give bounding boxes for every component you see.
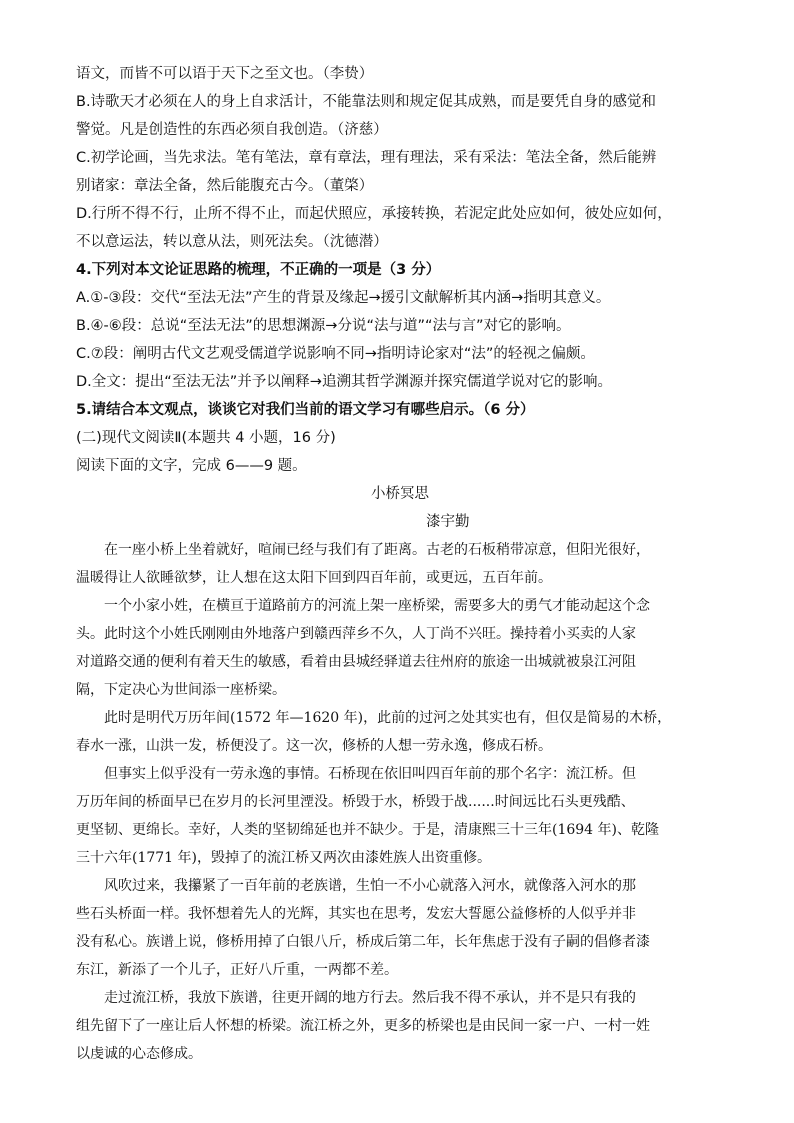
paragraph-line: 些石头桥面一样。我怀想着先人的光辉，其实也在思考，发宏大誓愿公益修桥的人似乎并非 <box>76 906 636 922</box>
paragraph-line: 温暖得让人欲睡欲梦，让人想在这太阳下回到四百年前，或更远，五百年前。 <box>76 570 552 586</box>
text-line: D.行所不得不行，止所不得不止，而起伏照应，承接转换，若泥定此处应如何，彼处应如何， <box>76 206 672 222</box>
paragraph <box>76 536 724 592</box>
text-line: 警觉。凡是创造性的东西必须自我创造。（济慈） <box>76 122 388 138</box>
paragraph-line: 东江，新添了一个儿子，正好八斤重，一两都不差。 <box>76 962 398 978</box>
paragraph-line: 没有私心。族谱上说，修桥用掉了白银八斤，桥成后第二年，长年焦虑于没有子嗣的倡修者漆 <box>76 934 650 950</box>
paragraph-line: 组先留下了一座让后人怀想的桥梁。流江桥之外，更多的桥梁也是由民间一家一户、一村一姓 <box>76 1018 650 1034</box>
paragraph <box>76 704 724 760</box>
paragraph-line: 一个小家小姓，在横亘于道路前方的河流上架一座桥梁，需要多大的勇气才能动起这个念 <box>104 598 650 614</box>
option-a: A.①-③段：交代“至法无法”产生的背景及缘起→援引文献解析其内涵→指明其意义。 <box>76 290 611 306</box>
option-c: C.⑦段：阐明古代文艺观受儒道学说影响不同→指明诗论家对“法”的轻视之偏颇。 <box>76 346 595 362</box>
paragraph-line: 对道路交通的便利有着天生的敏感，看着由县城经驿道去往州府的旅途一出城就被泉江河阻 <box>76 654 636 670</box>
paragraph-line: 以虔诚的心态修成。 <box>76 1046 202 1062</box>
article-title: 小桥冥思 <box>371 486 429 502</box>
question-4: 4.下列对本文论证思路的梳理，不正确的一项是（3 分） <box>76 262 441 278</box>
option-b: B.④-⑥段：总说“至法无法”的思想渊源→分说“法与道”“法与言”对它的影响。 <box>76 318 571 334</box>
section-heading: (二)现代文阅读Ⅱ(本题共 4 小题，16 分) <box>76 430 336 446</box>
paragraph-line: 此时是明代万历年间(1572 年—1620 年)，此前的过河之处其实也有，但仅是简易的木桥， <box>104 710 672 726</box>
paragraph-line: 三十六年(1771 年)，毁掉了的流江桥又两次由漆姓族人出资重修。 <box>76 850 492 866</box>
paragraph <box>76 872 724 984</box>
reading-instruction: 阅读下面的文字，完成 6——9 题。 <box>76 458 307 474</box>
answer-options-continued <box>76 60 724 256</box>
paragraph-line: 在一座小桥上坐着就好，喧闹已经与我们有了距离。古老的石板稍带凉意，但阳光很好， <box>104 542 650 558</box>
article-body <box>76 536 724 1068</box>
paragraph-line: 春水一涨，山洪一发，桥便没了。这一次，修桥的人想一劳永逸，修成石桥。 <box>76 738 552 754</box>
paragraph-line: 更坚韧、更绵长。幸好，人类的坚韧绵延也并不缺少。于是，清康熙三十三年(1694 年)、乾隆 <box>76 822 660 838</box>
paragraph-line: 头。此时这个小姓氏刚刚由外地落户到赣西萍乡不久，人丁尚不兴旺。操持着小买卖的人家 <box>76 626 636 642</box>
text-line: 别诸家：章法全备，然后能腹充古今。（董棨） <box>76 178 374 194</box>
paragraph-line: 但事实上似乎没有一劳永逸的事情。石桥现在依旧叫四百年前的那个名字：流江桥。但 <box>104 766 636 782</box>
text-line: 不以意运法，转以意从法，则死法矣。（沈德潜） <box>76 234 388 250</box>
paragraph-line: 隔，下定决心为世间添一座桥梁。 <box>76 682 286 698</box>
paragraph-line: 风吹过来，我攥紧了一百年前的老族谱，生怕一不小心就落入河水，就像落入河水的那 <box>104 878 636 894</box>
paragraph <box>76 760 724 872</box>
text-line: 语文，而皆不可以语于天下之至文也。（李贽） <box>76 66 374 82</box>
question-5: 5.请结合本文观点，谈谈它对我们当前的语文学习有哪些启示。（6 分） <box>76 402 535 418</box>
option-d: D.全文：提出“至法无法”并予以阐释→追溯其哲学渊源并探究儒道学说对它的影响。 <box>76 374 612 390</box>
exam-page <box>76 60 724 1068</box>
question-4-options <box>76 284 724 396</box>
paragraph-line: 万历年间的桥面早已在岁月的长河里湮没。桥毁于水，桥毁于战......时间远比石头更残酷、 <box>76 794 635 810</box>
article-author: 漆宇勤 <box>426 514 470 530</box>
paragraph <box>76 592 724 704</box>
text-line: C.初学论画，当先求法。笔有笔法，章有章法，理有理法，采有采法：笔法全备，然后能辨 <box>76 150 657 166</box>
paragraph <box>76 984 724 1068</box>
text-line: B.诗歌天才必须在人的身上自求活计，不能靠法则和规定促其成熟，而是要凭自身的感觉和 <box>76 94 657 110</box>
paragraph-line: 走过流江桥，我放下族谱，往更开阔的地方行去。然后我不得不承认，并不是只有我的 <box>104 990 636 1006</box>
